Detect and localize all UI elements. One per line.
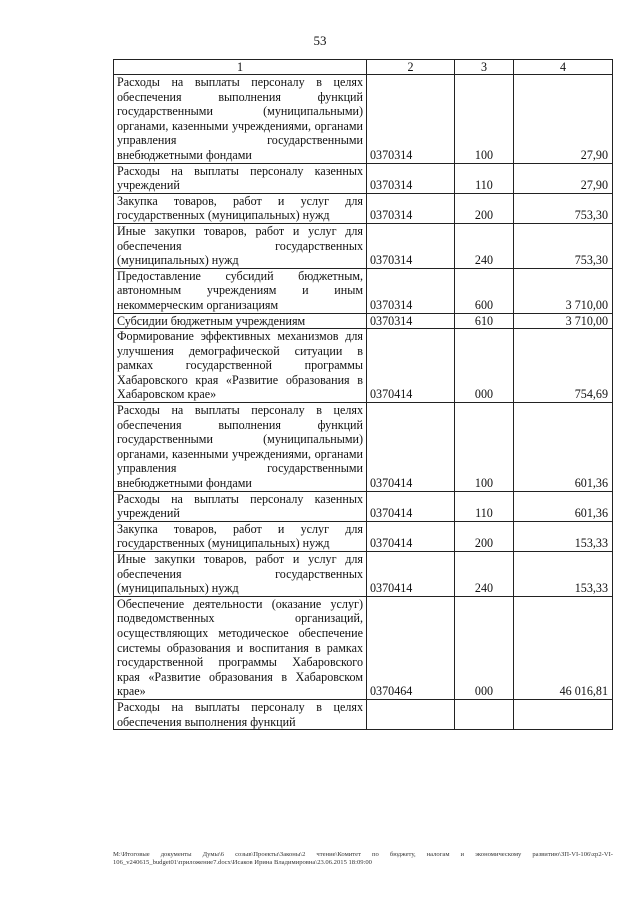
row-name-cell: Расходы на выплаты персоналу в целях обеспечения выполнения функций xyxy=(114,699,367,729)
row-code-cell: 0370314 xyxy=(367,193,455,223)
row-name-cell: Расходы на выплаты персоналу казенных учреждений xyxy=(114,491,367,521)
row-kind-cell: 110 xyxy=(455,163,514,193)
table-row xyxy=(114,223,613,268)
footer-file-path: M:\Итоговые документы Думы\6 созыв\Проекты\Законы\2 чтение\Комитет по бюджету, налогам и экономическому развитию\ЗП-VI-106\zp2-VI-106_v240615_budget01\приложение7.docx\Исаков Ирина Владимировна\23.06.2015 18:09:00 xyxy=(113,851,613,867)
page-number: 53 xyxy=(313,33,327,48)
table-row xyxy=(114,596,613,699)
row-amount-cell: 153,33 xyxy=(514,552,613,597)
table-row xyxy=(114,268,613,313)
row-code-cell: 0370414 xyxy=(367,521,455,551)
table-row xyxy=(114,552,613,597)
row-name-cell: Расходы на выплаты персоналу в целях обеспечения выполнения функций государственными (муниципальными) органами, казенными учреждениями, органами управления государственными внебюджетными фондами xyxy=(114,75,367,164)
row-code-cell: 0370314 xyxy=(367,163,455,193)
row-kind-cell: 200 xyxy=(455,193,514,223)
row-amount-cell: 46 016,81 xyxy=(514,596,613,699)
row-kind-cell: 100 xyxy=(455,403,514,492)
table-header-row xyxy=(114,60,613,75)
row-kind-cell: 000 xyxy=(455,329,514,403)
row-name-cell: Закупка товаров, работ и услуг для государственных (муниципальных) нужд xyxy=(114,193,367,223)
row-code-cell: 0370314 xyxy=(367,223,455,268)
row-code-cell: 0370314 xyxy=(367,313,455,329)
row-name-cell: Формирование эффективных механизмов для улучшения демографической ситуации в рамках государственной программы Хабаровского края «Развитие образования в Хабаровском крае» xyxy=(114,329,367,403)
header-col-3: 3 xyxy=(455,60,514,75)
row-amount-cell: 27,90 xyxy=(514,75,613,164)
row-amount-cell: 3 710,00 xyxy=(514,268,613,313)
row-amount-cell: 3 710,00 xyxy=(514,313,613,329)
table-row xyxy=(114,521,613,551)
table-row xyxy=(114,403,613,492)
row-kind-cell: 000 xyxy=(455,596,514,699)
row-amount-cell: 27,90 xyxy=(514,163,613,193)
header-col-2: 2 xyxy=(367,60,455,75)
row-kind-cell: 100 xyxy=(455,75,514,164)
row-name-cell: Обеспечение деятельности (оказание услуг) подведомственных организаций, осуществляющих методическое обеспечение системы образования и воспитания в рамках государственной программы Хабаровского края «Развитие образования в Хабаровском крае» xyxy=(114,596,367,699)
row-name-cell: Субсидии бюджетным учреждениям xyxy=(114,313,367,329)
row-code-cell: 0370414 xyxy=(367,552,455,597)
row-amount-cell xyxy=(514,699,613,729)
row-amount-cell: 601,36 xyxy=(514,403,613,492)
row-kind-cell xyxy=(455,699,514,729)
row-amount-cell: 754,69 xyxy=(514,329,613,403)
row-name-cell: Расходы на выплаты персоналу в целях обеспечения выполнения функций государственными (муниципальными) органами, казенными учреждениями, органами управления государственными внебюджетными фондами xyxy=(114,403,367,492)
row-kind-cell: 610 xyxy=(455,313,514,329)
row-amount-cell: 753,30 xyxy=(514,223,613,268)
row-code-cell: 0370414 xyxy=(367,491,455,521)
table-row xyxy=(114,75,613,164)
header-col-1: 1 xyxy=(114,60,367,75)
row-kind-cell: 110 xyxy=(455,491,514,521)
row-name-cell: Предоставление субсидий бюджетным, автономным учреждениям и иным некоммерческим организациям xyxy=(114,268,367,313)
header-col-4: 4 xyxy=(514,60,613,75)
table-row xyxy=(114,313,613,329)
row-name-cell: Иные закупки товаров, работ и услуг для обеспечения государственных (муниципальных) нужд xyxy=(114,223,367,268)
row-code-cell xyxy=(367,699,455,729)
row-amount-cell: 153,33 xyxy=(514,521,613,551)
budget-table xyxy=(113,59,613,730)
row-code-cell: 0370314 xyxy=(367,268,455,313)
table-row xyxy=(114,193,613,223)
row-code-cell: 0370314 xyxy=(367,75,455,164)
row-kind-cell: 600 xyxy=(455,268,514,313)
row-amount-cell: 601,36 xyxy=(514,491,613,521)
row-kind-cell: 240 xyxy=(455,552,514,597)
table-row xyxy=(114,699,613,729)
row-code-cell: 0370464 xyxy=(367,596,455,699)
row-code-cell: 0370414 xyxy=(367,329,455,403)
row-amount-cell: 753,30 xyxy=(514,193,613,223)
row-kind-cell: 240 xyxy=(455,223,514,268)
row-name-cell: Расходы на выплаты персоналу казенных учреждений xyxy=(114,163,367,193)
row-name-cell: Иные закупки товаров, работ и услуг для обеспечения государственных (муниципальных) нужд xyxy=(114,552,367,597)
table-row xyxy=(114,329,613,403)
table-row xyxy=(114,163,613,193)
table-row xyxy=(114,491,613,521)
row-code-cell: 0370414 xyxy=(367,403,455,492)
row-name-cell: Закупка товаров, работ и услуг для государственных (муниципальных) нужд xyxy=(114,521,367,551)
row-kind-cell: 200 xyxy=(455,521,514,551)
